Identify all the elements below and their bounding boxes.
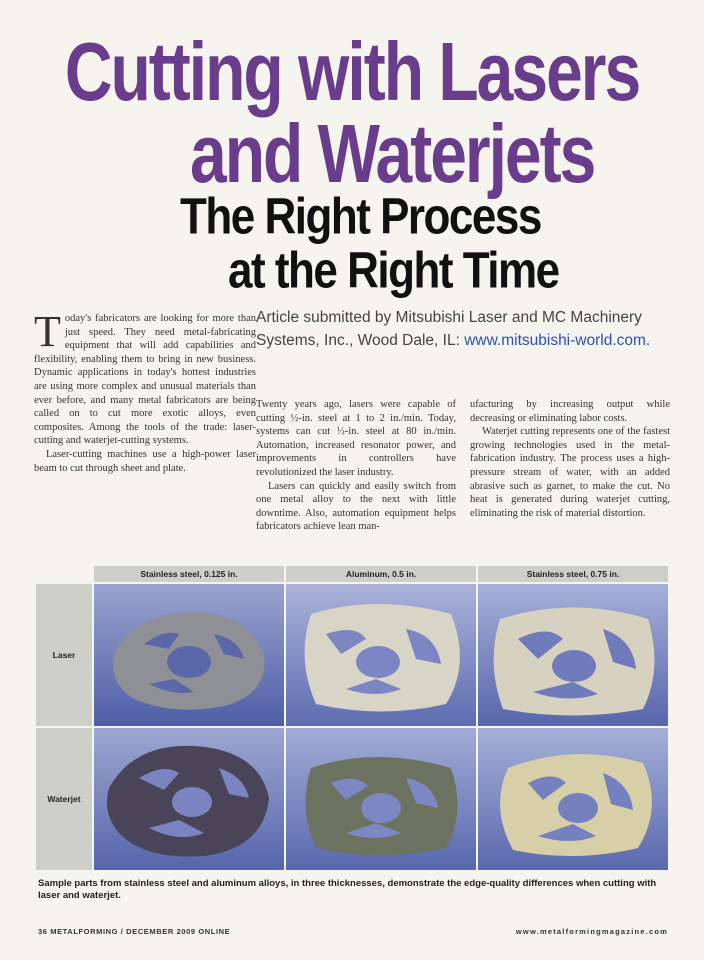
body-paragraph: Waterjet cutting represents one of the fastest growing technologies used in the metal-fabrication industry. The process uses a high-pressure stream of water, with an added abrasive such as garnet, to make the cut. No heat is generated during waterjet cutting, eliminating the risk of material distortion. [470,426,670,519]
figure-column-header: Stainless steel, 0.125 in. [94,566,284,582]
figure-column-header: Aluminum, 0.5 in. [286,566,476,582]
footer-website[interactable]: www.metalformingmagazine.com [515,927,668,936]
footer-page-info: 36 METALFORMING / DECEMBER 2009 ONLINE [38,927,231,936]
article-attribution [256,306,676,352]
body-paragraph: Lasers can quickly and easily switch from one metal alloy to the next with little downtime. Also, automation equipment helps fabricators achieve lean man- [256,480,456,533]
body-paragraph: Laser-cutting machines use a high-power laser beam to cut through sheet and plate. [34,448,256,474]
photo-waterjet-ss-075 [478,728,668,870]
photo-laser-ss-0125 [94,584,284,726]
body-paragraph: ufacturing by increasing output while decreasing or eliminating labor costs. [470,399,670,424]
figure-column-header: Stainless steel, 0.75 in. [478,566,668,582]
body-paragraph: Today's fabricators are looking for more than just speed. They need metal-fabricating equipment that will add capabilities and flexibility, enabling them to bring in new business. Dynamic applications in today's hottest industries are using more complex and unusual materials than ever before, and many metal fabricators are being called on to cut more exotic alloys, even composites. Among the tools of the trade: laser-cutting and waterjet-cutting systems. [34,307,256,447]
photo-waterjet-al-05 [286,728,476,870]
figure-caption: Sample parts from stainless steel and aluminum alloys, in three thicknesses, demonstrate the edge-quality differences when cutting with laser and waterjet. [38,878,657,901]
photo-waterjet-ss-0125 [94,728,284,870]
photo-laser-al-05 [286,584,476,726]
figure-row-header: Waterjet [36,728,92,870]
headline-line-1: Cutting with Lasers [64,25,640,118]
subtitle-line-1: The Right Process [180,188,541,245]
body-column-1 [34,307,256,475]
body-paragraph: Twenty years ago, lasers were capable of cutting ½-in. steel at 1 to 2 in./min. Today, systems can cut ½-in. steel at 80 in./min. Automation, increased resonator power, and improvements in controllers have revolutionized the laser industry. [256,399,456,478]
attribution-text: Article submitted by Mitsubishi Laser and MC Machinery Systems, Inc., Wood Dale, IL: [256,309,642,349]
body-column-3 [470,398,670,520]
drop-cap: T [34,307,61,356]
attribution-link[interactable]: www.mitsubishi-world.com. [464,332,651,349]
comparison-figure [36,566,668,870]
figure-row-header: Laser [36,584,92,726]
subtitle-line-2: at the Right Time [228,242,559,299]
photo-laser-ss-075 [478,584,668,726]
body-column-2 [256,398,456,534]
headline-line-2: and Waterjets [190,107,595,200]
